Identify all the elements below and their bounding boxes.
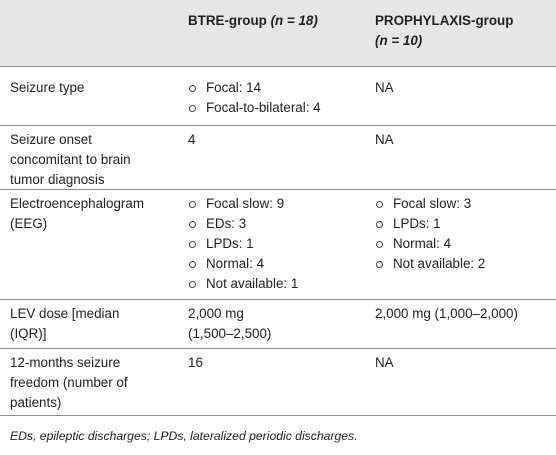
table-footnote: EDs, epileptic discharges; LPDs, lateralized periodic discharges. [10, 429, 358, 443]
list-item: Not available: 1 [188, 274, 368, 294]
cell-line: tumor diagnosis [10, 172, 105, 187]
cell-line: NA [375, 80, 394, 95]
cell-line: LEV dose [median [10, 306, 120, 321]
header-prophylaxis-n: (n = 10) [375, 33, 423, 48]
header-rule [0, 66, 556, 67]
cell-line: 2,000 mg [188, 306, 244, 321]
cell-line: freedom (number of [10, 375, 128, 390]
row-label [10, 78, 188, 98]
list-item: Focal slow: 3 [375, 194, 553, 214]
list-item: LPDs: 1 [375, 214, 553, 234]
list-item: LPDs: 1 [188, 234, 368, 254]
btre-value [188, 304, 368, 344]
btre-value [188, 130, 368, 150]
list-item: Focal: 14 [188, 78, 368, 98]
row-label [10, 130, 188, 190]
cell-line: 2,000 mg (1,000–2,000) [375, 306, 518, 321]
list-item: Focal-to-bilateral: 4 [188, 98, 368, 118]
list-item: Normal: 4 [375, 234, 553, 254]
cell-line: concomitant to brain [10, 152, 131, 167]
cell-line: patients) [10, 395, 62, 410]
cell-line: Electroencephalogram [10, 196, 144, 211]
row-label [10, 353, 188, 413]
header-prophylaxis-label: PROPHYLAXIS-group [375, 13, 514, 28]
header-prophylaxis-group [375, 11, 553, 51]
list-item: Focal slow: 9 [188, 194, 368, 214]
cell-line: 12-months seizure [10, 355, 121, 370]
cell-line: (1,500–2,500) [188, 326, 272, 341]
prophylaxis-value [375, 78, 553, 98]
list-item: EDs: 3 [188, 214, 368, 234]
cell-line: 4 [188, 132, 196, 147]
btre-value [188, 353, 368, 373]
header-btre-label: BTRE-group [188, 13, 271, 28]
prophylaxis-value [375, 194, 553, 274]
header-btre-group [188, 11, 368, 31]
bottom-rule [0, 415, 556, 416]
btre-value [188, 194, 368, 294]
cell-line: (IQR)] [10, 326, 47, 341]
row-label [10, 194, 188, 234]
list-item: Normal: 4 [188, 254, 368, 274]
row-label [10, 304, 188, 344]
cell-line: NA [375, 355, 394, 370]
prophylaxis-value [375, 130, 553, 150]
row-divider [0, 189, 556, 190]
row-divider [0, 125, 556, 126]
cell-line: 16 [188, 355, 203, 370]
cell-line: Seizure type [10, 80, 85, 95]
bullet-list [188, 194, 368, 294]
bullet-list [375, 194, 553, 274]
row-divider [0, 348, 556, 349]
list-item: Not available: 2 [375, 254, 553, 274]
prophylaxis-value [375, 304, 553, 324]
bullet-list [188, 78, 368, 118]
header-btre-n: (n = 18) [270, 13, 318, 28]
btre-value [188, 78, 368, 118]
cell-line: (EEG) [10, 216, 48, 231]
prophylaxis-value [375, 353, 553, 373]
table-header [0, 0, 556, 67]
cell-line: NA [375, 132, 394, 147]
cell-line: Seizure onset [10, 132, 92, 147]
row-divider [0, 299, 556, 300]
